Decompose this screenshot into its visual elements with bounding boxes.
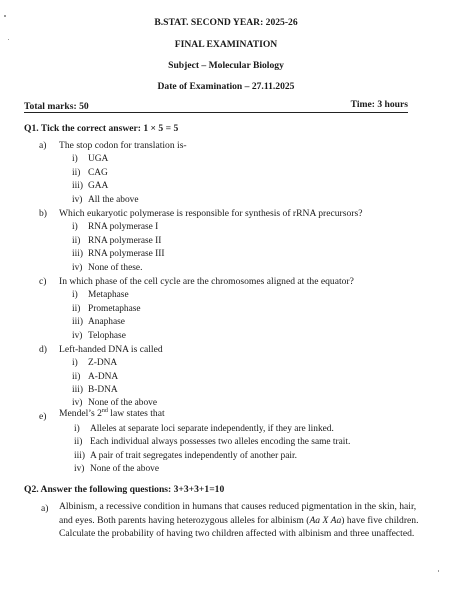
q1c-opt4-num: iv) <box>72 331 83 341</box>
q2-title: Q2. Answer the following questions: 3+3+3+1=10 <box>24 484 225 495</box>
q1e-text-sup: nd <box>101 407 108 414</box>
q1c-opt3-text: Anaphase <box>88 317 125 327</box>
exam-time: Time: 3 hours <box>350 99 408 110</box>
q1a-opt1-text: UGA <box>88 154 109 164</box>
q1e-opt3-num: iii) <box>74 451 85 461</box>
q1b-opt3-num: iii) <box>72 249 83 259</box>
q1c-opt4-text: Telophase <box>88 331 126 341</box>
q1e-text <box>59 408 165 419</box>
q1e-text-pre: Mendel’s 2 <box>59 408 102 419</box>
q1d-text: Left-handed DNA is called <box>59 344 163 355</box>
q1b-opt1-text: RNA polymerase I <box>88 222 159 232</box>
q1a-opt4-num: iv) <box>72 195 83 205</box>
q1b-opt1-num: i) <box>72 222 78 232</box>
q1b-opt2-num: ii) <box>72 236 81 246</box>
q1b-opt4-num: iv) <box>72 263 83 273</box>
q1e-opt3-text: A pair of trait segregates independently of another pair. <box>90 451 297 461</box>
exam-course-title: B.STAT. SECOND YEAR: 2025-26 <box>154 17 298 28</box>
q2a-text-1: Albinism, a recessive condition in humans that causes reduced pigmentation in the skin, hair, and eyes. Both parents having heterozygous alleles for albinism ( <box>59 501 417 526</box>
exam-subject: Subject – Molecular Biology <box>168 60 284 71</box>
q1a-opt2-text: CAG <box>88 168 108 178</box>
q2a-label: a) <box>41 503 49 514</box>
q1e-opt1-text: Alleles at separate loci separate independently, if they are linked. <box>90 424 334 434</box>
total-marks: Total marks: 50 <box>24 101 89 112</box>
q2a-genotype: Aa X Aa <box>309 514 342 526</box>
q1d-opt2-num: ii) <box>72 372 81 382</box>
q1a-opt3-num: iii) <box>72 181 83 191</box>
q1a-text: The stop codon for translation is- <box>59 140 187 151</box>
exam-date: Date of Examination – 27.11.2025 <box>157 81 295 92</box>
exam-title: FINAL EXAMINATION <box>174 39 278 50</box>
q2a-text-2: ) have five children. Calculate the probability of having two children affected with albinism and three unaffected. <box>59 514 419 540</box>
q1c-label: c) <box>39 276 47 287</box>
q1e-opt4-text: None of the above <box>90 464 159 474</box>
q1d-opt3-num: iii) <box>72 385 83 395</box>
q1d-opt4-num: iv) <box>72 398 83 408</box>
q1b-label: b) <box>39 208 47 219</box>
q1d-opt1-text: Z-DNA <box>88 358 118 368</box>
header-divider <box>24 112 408 113</box>
q1d-opt2-text: A-DNA <box>88 372 119 382</box>
q1b-opt3-text: RNA polymerase III <box>88 249 165 259</box>
q1c-opt1-num: i) <box>72 290 78 300</box>
q1c-opt2-num: ii) <box>72 304 81 314</box>
q1a-opt2-num: ii) <box>72 168 81 178</box>
q1e-opt2-text: Each individual always possesses two alleles encoding the same trait. <box>90 437 351 447</box>
q1c-text: In which phase of the cell cycle are the chromosomes aligned at the equator? <box>59 276 354 287</box>
q1d-label: d) <box>39 344 47 355</box>
q1d-opt4-text: None of the above <box>88 398 157 408</box>
q1a-opt1-num: i) <box>72 154 78 164</box>
q1c-opt2-text: Prometaphase <box>88 304 141 314</box>
q1-title: Q1. Tick the correct answer: 1 × 5 = 5 <box>24 123 179 134</box>
q1e-opt4-num: iv) <box>74 464 85 474</box>
q1b-opt4-text: None of these. <box>88 263 143 273</box>
q2a-text <box>59 500 419 541</box>
q1a-opt4-text: All the above <box>88 195 139 205</box>
q1b-opt2-text: RNA polymerase II <box>88 236 162 246</box>
q1d-opt3-text: B-DNA <box>88 385 118 395</box>
scan-speck <box>438 570 439 572</box>
q1d-opt1-num: i) <box>72 358 78 368</box>
q1c-opt3-num: iii) <box>72 317 83 327</box>
q1a-opt3-text: GAA <box>88 181 109 191</box>
q1e-text-post: law states that <box>107 408 165 419</box>
q1e-opt1-num: i) <box>74 424 80 434</box>
q1a-label: a) <box>39 140 47 151</box>
q1b-text: Which eukaryotic polymerase is responsible for synthesis of rRNA precursors? <box>59 208 363 219</box>
q1e-label: e) <box>39 411 47 422</box>
q1e-opt2-num: ii) <box>74 437 83 447</box>
q1c-opt1-text: Metaphase <box>88 290 129 300</box>
